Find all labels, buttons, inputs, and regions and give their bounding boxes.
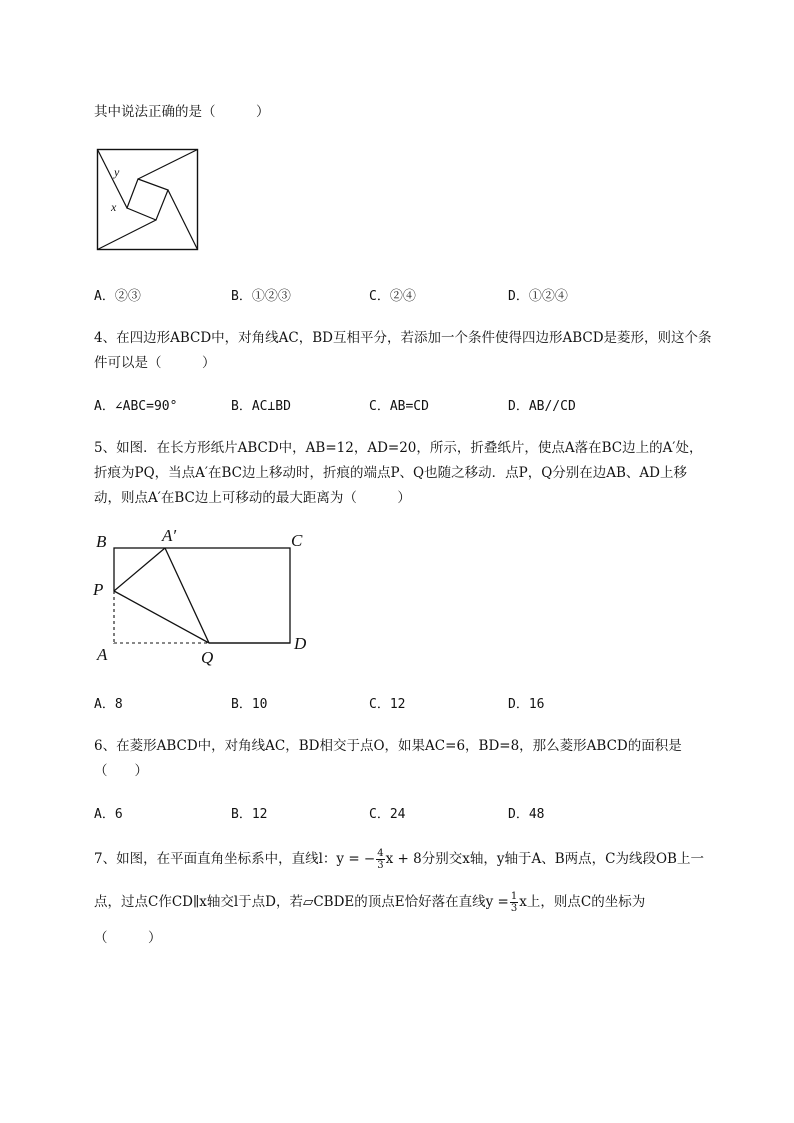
q5-option-b[interactable]: B．10 [231,697,268,712]
q4-option-c[interactable]: C．AB=CD [369,399,429,414]
q5-label-p: P [93,580,104,599]
q4-text-line2: 件可以是（ ） [94,355,216,371]
q5-label-d: D [294,634,307,653]
q5-option-a[interactable]: A．8 [94,697,123,712]
q6-text-line1: 6、在菱形ABCD中，对角线AC，BD相交于点O，如果AC=6，BD=8，那么菱形ABCD的面积是 [94,738,682,754]
q7-line2-part2: x上，则点C的坐标为 [519,894,646,910]
q5-option-c[interactable]: C．12 [369,697,406,712]
q5-label-a-prime: A′ [162,526,177,545]
q5-text-line2: 折痕为PQ，当点A′在BC边上移动时，折痕的端点P、Q也随之移动．点P，Q分别在边AB、AD上移 [94,465,688,481]
q6-option-c[interactable]: C．24 [369,807,406,822]
q3-tail-text: 其中说法正确的是（ ） [94,104,270,120]
q7-fraction-1-3: $\frac{1}{3}$ [510,891,518,914]
q5-label-q: Q [201,648,214,667]
q5-label-a: A [97,645,108,664]
q7-text-line1 [94,847,704,871]
q3-option-b[interactable]: B．①②③ [231,289,291,304]
q7-line2-part1: 点，过点C作CD∥x轴交l于点D，若▱CBDE的顶点E恰好落在直线y = [94,894,509,910]
q4-option-b[interactable]: B．AC⊥BD [231,399,291,414]
q3-option-d[interactable]: D．①②④ [508,289,568,304]
q6-option-a[interactable]: A．6 [94,807,123,822]
q5-text-line1: 5、如图．在长方形纸片ABCD中，AB=12，AD=20，所示，折叠纸片，使点A落在BC边上的A′处， [94,440,703,456]
q7-text-line3: （ ） [94,930,162,946]
q7-line1-part1: 7、如图，在平面直角坐标系中，直线l：y = − [94,851,376,867]
q7-text-line2 [94,890,645,914]
q4-option-a[interactable]: A．∠ABC=90° [94,399,178,414]
q3-option-a[interactable]: A．②③ [94,289,141,304]
q3-label-x: x [111,200,117,214]
q4-text-line1: 4、在四边形ABCD中，对角线AC，BD互相平分，若添加一个条件使得四边形ABCD是菱形，则这个条 [94,330,712,346]
q3-option-c[interactable]: C．②④ [369,289,416,304]
q5-label-b: B [96,532,107,551]
q6-option-d[interactable]: D．48 [508,807,545,822]
q6-text-line2: （ ） [94,763,148,779]
q4-option-d[interactable]: D．AB//CD [508,399,576,414]
q7-line1-part2: x + 8分别交x轴，y轴于A、B两点，C为线段OB上一 [385,851,704,867]
q3-label-y: y [114,165,120,179]
q5-option-d[interactable]: D．16 [508,697,545,712]
q5-label-c: C [291,531,303,550]
q7-fraction-4-3: $\frac{4}{3}$ [377,848,384,871]
q5-text-line3: 动，则点A′在BC边上可移动的最大距离为（ ） [94,490,411,506]
q6-option-b[interactable]: B．12 [231,807,268,822]
